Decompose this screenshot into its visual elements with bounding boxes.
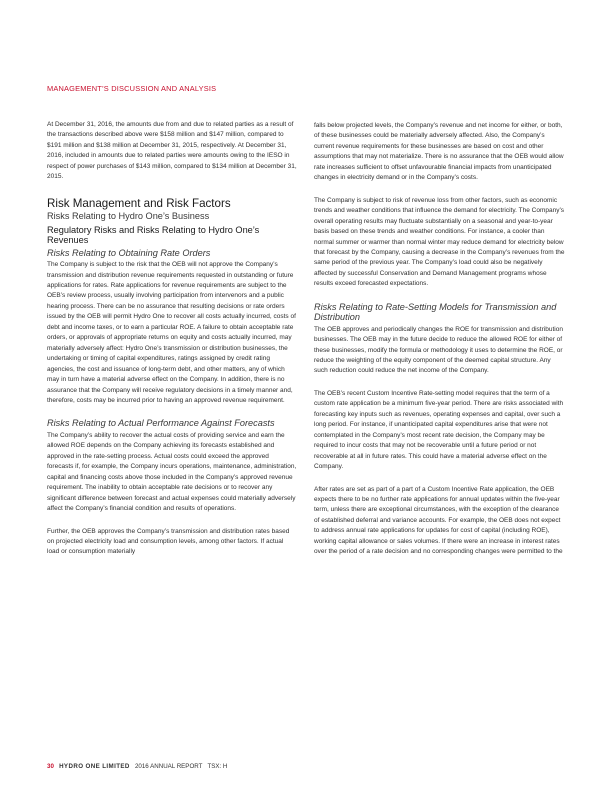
rate-setting-paragraph: The OEB approves and periodically changes the ROE for transmission and distribution businesses. The OEB may in the future decide to reduce the allowed ROE for either of these businesses, modify the formula or methodology it uses to determine the ROE, or reduce the weighting of the equity component of the deemed capital structure. Any such reduction could reduce the net income of the Company. xyxy=(314,325,563,375)
continuation-paragraph: falls below projected levels, the Company’s revenue and net income for either, or both, of these businesses could be materially adversely affected. Also, the Company’s current revenue requirements for these businesses are based on cost and other assumptions that may not materialize. There is no assurance that the OEB would allow rate increases sufficient to offset unfavourable financial impacts from unanticipated changes in electricity demand or in the Company’s costs. xyxy=(314,122,564,182)
heading-actual-performance: Risks Relating to Actual Performance Against Forecasts xyxy=(47,418,275,429)
after-rates-paragraph: After rates are set as part of a part of a Custom Incentive Rate application, the OEB expects there to be no further rate applications for annual updates within the five-year term, unless there are exceptional circumstances, with the exception of the clearance of established deferral and variance accounts. For example, the OEB does not expect to address annual rate applications for updates for cost of capital (including ROE), working capital allowance or sales volumes. If there were an increase in interest rates over the period of a rate decision and no corresponding changes were permitted to the xyxy=(314,485,563,556)
revenue-loss-paragraph: The Company is subject to risk of revenue loss from other factors, such as economic trends and weather conditions that influence the demand for electricity. The Company’s overall operating results may fluctuate substantially on a seasonal and year-to-year basis based on these trends and weather conditions. For instance, a cooler than normal summer or warmer than normal winter may reduce demand for electricity below that forecast by the Company, causing a decrease in the Company’s revenues from the same period of the previous year. The Company’s load could also be negatively affected by successful Conservation and Demand Management programs whose results exceed forecasted expectations. xyxy=(314,196,565,288)
company-name: HYDRO ONE LIMITED xyxy=(59,763,130,770)
heading-rate-setting-models: Risks Relating to Rate-Setting Models for Transmission and Distribution xyxy=(314,301,557,323)
report-title: 2016 ANNUAL REPORT xyxy=(134,763,203,770)
heading-rate-orders: Risks Relating to Obtaining Rate Orders xyxy=(47,247,211,258)
intro-paragraph: At December 31, 2016, the amounts due from and due to related parties as a result of the transactions described above were $158 million and $147 million, compared to $191 million and $138 million at December 31, 2015, respectively. At December 31, 2016, included in amounts due to related parties were amounts owing to the IESO in respect of power purchases of $143 million, compared to $134 million at December 31, 2015. xyxy=(47,121,297,181)
page-number: 30 xyxy=(47,763,54,770)
right-column xyxy=(314,121,565,570)
heading-regulatory-risks: Regulatory Risks and Risks Relating to Hydro One’s Revenues xyxy=(47,224,260,246)
heading-risk-management: Risk Management and Risk Factors xyxy=(47,196,231,210)
ticker-symbol: TSX: H xyxy=(207,763,228,770)
further-paragraph: Further, the OEB approves the Company’s transmission and distribution rates based on projected electricity load and consumption levels, among other factors. If actual load or consumption materially xyxy=(47,527,290,556)
actual-performance-paragraph: The Company’s ability to recover the actual costs of providing service and earn the allowed ROE depends on the Company achieving its forecasts established and approved in the rate-setting process. Actual costs could exceed the approved forecasts if, for example, the Company incurs operations, maintenance, administration, capital and financing costs above those included in the Company’s approved revenue requirement. The inability to obtain acceptable rate decisions or to recover any significant difference between forecast and actual expenses could materially adversely affect the Company’s financial condition and results of operations. xyxy=(47,431,297,513)
section-label: MANAGEMENT’S DISCUSSION AND ANALYSIS xyxy=(47,84,217,93)
custom-incentive-paragraph: The OEB’s recent Custom Incentive Rate-setting model requires that the term of a custom rate application be a minimum five-year period. There are risks associated with forecasting key inputs such as revenues, operating expenses and capital, over such a long period. For instance, if unanticipated capital expenditures arise that were not contemplated in the Company’s most recent rate decision, the Company may be required to incur costs that may not be recoverable until a future period or not recoverable at all in future rates. This could have a material adverse effect on the Company. xyxy=(314,389,564,471)
page-footer xyxy=(47,763,227,770)
rate-orders-paragraph: The Company is subject to the risk that the OEB will not approve the Company’s transmission and distribution revenue requirements requested in outstanding or future applications for rates. Rate applications for revenue requirements are subject to the OEB’s review process, usually involving participation from intervenors and a public hearing process. There can be no assurance that resulting decisions or rate orders issued by the OEB will permit Hydro One to recover all costs actually incurred, costs of debt and income taxes, or to earn a particular ROE. A failure to obtain acceptable rate orders, or approvals of appropriate returns on equity and costs actually incurred, may materially adversely affect: Hydro One’s transmission or distribution businesses, the undertaking or timing of capital expenditures, ratings assigned by credit rating agencies, the cost and issuance of long-term debt, and other matters, any of which may in turn have a material adverse effect on the Company. In addition, there is no assurance that the Company will receive regulatory decisions in a timely manner and, therefore, costs may be incurred prior to having an approved revenue requirement. xyxy=(47,261,296,405)
left-column xyxy=(47,120,297,570)
heading-business-risks: Risks Relating to Hydro One’s Business xyxy=(47,210,210,221)
